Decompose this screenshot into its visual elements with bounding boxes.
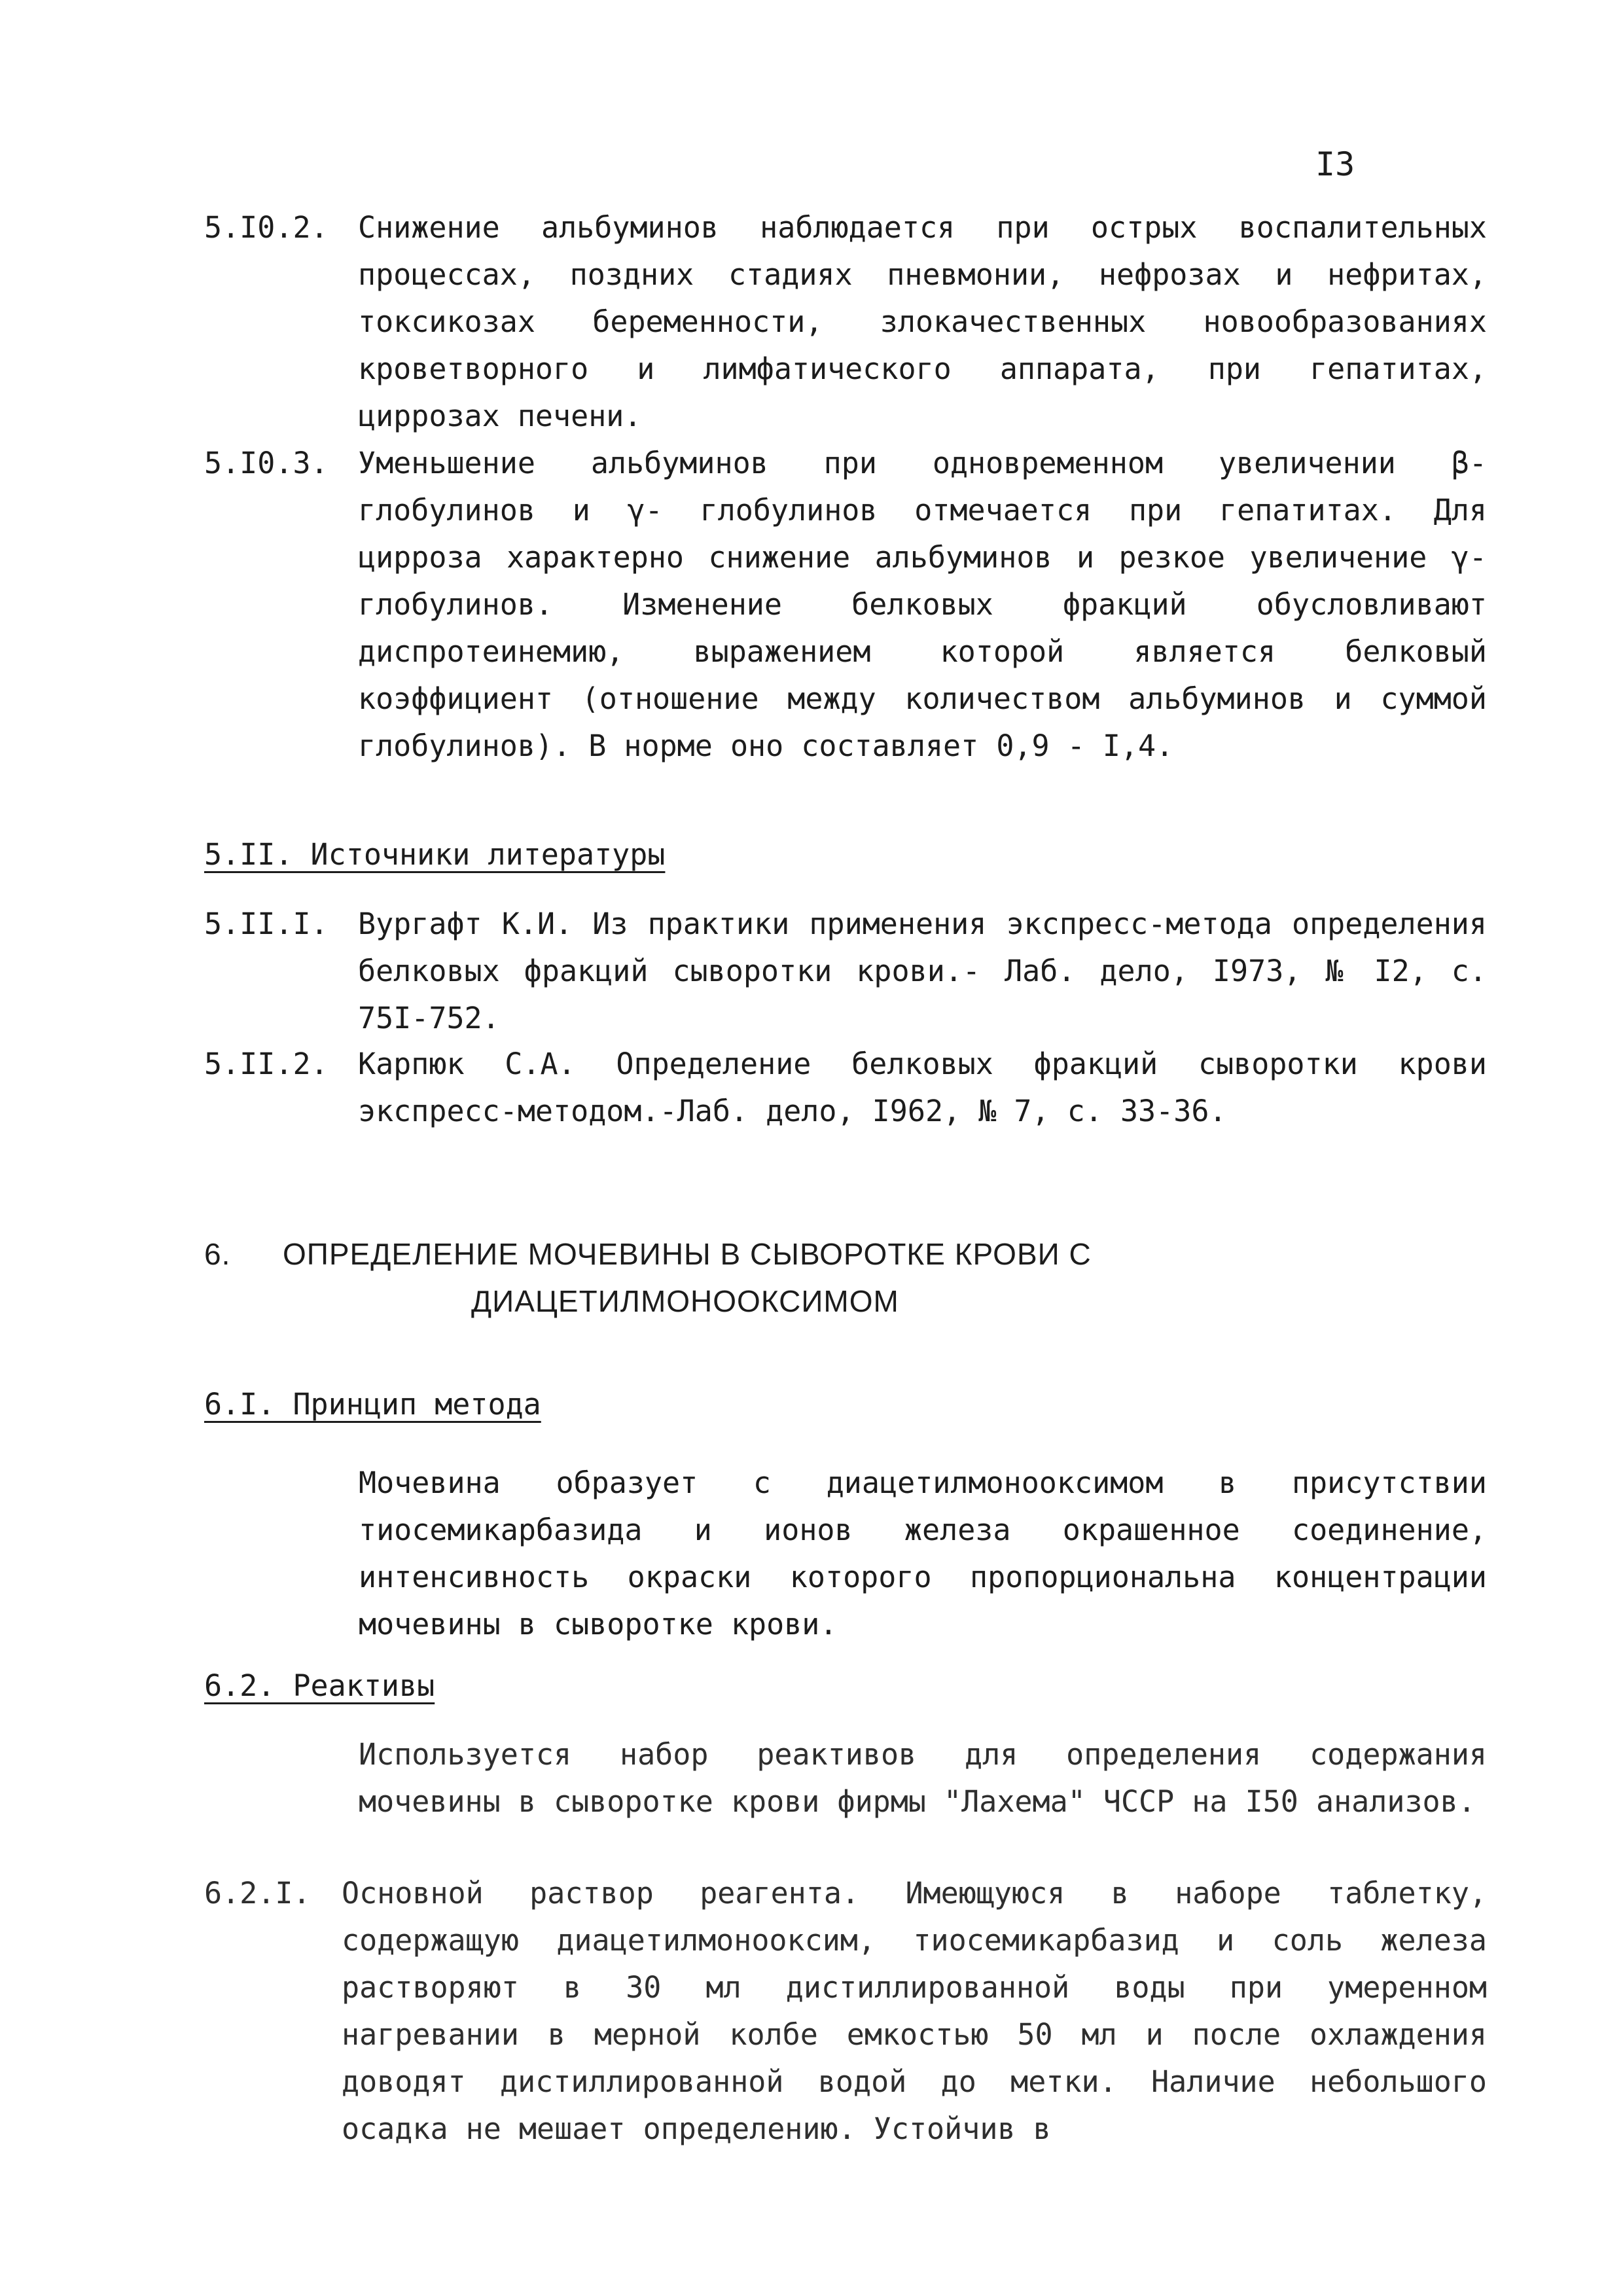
principle-heading-block <box>204 1381 1487 1428</box>
principle-heading: 6.I. Принцип метода <box>204 1387 541 1422</box>
list-item <box>204 1041 1487 1135</box>
page-number: I3 <box>1315 145 1355 183</box>
source-2 <box>204 1041 1487 1135</box>
list-item <box>204 440 1487 770</box>
source-number: 5.II.I. <box>204 906 329 941</box>
list-item <box>204 1870 1487 2153</box>
sources-heading-block <box>204 831 1487 878</box>
section-number: 6. <box>204 1237 231 1271</box>
source-text: Карпюк С.А. Определение белковых фракций сыворотки крови экспресс-методом.-Лаб. дело, I962, № 7, с. 33-36. <box>358 1047 1487 1128</box>
clause-number: 5.I0.2. <box>204 210 329 245</box>
source-number: 5.II.2. <box>204 1047 329 1081</box>
reagent-item-text: Основной раствор реагента. Имеющуюся в наборе таблетку, содержащую диацетилмонооксим, тиосемикарбазид и соль железа растворяют в 30 мл дистиллированной воды при умеренном нагревании в мерной колбе емкостью 50 мл и после охлаждения доводят дистиллированной водой до метки. Наличие небольшого осадка не мешает определению. Устойчив в <box>342 1876 1487 2146</box>
reagents-paragraph <box>359 1731 1487 1825</box>
principle-paragraph <box>359 1460 1487 1648</box>
clause-5-10-3 <box>204 440 1487 770</box>
source-1 <box>204 901 1487 1042</box>
reagents-text: Используется набор реактивов для определения содержания мочевины в сыворотке крови фирмы "Лахема" ЧССР на I50 анализов. <box>359 1737 1487 1819</box>
section-6-title <box>204 1230 1487 1325</box>
section-title-text: ОПРЕДЕЛЕНИЕ МОЧЕВИНЫ В СЫВОРОТКЕ КРОВИ С <box>283 1237 1092 1271</box>
list-item <box>204 204 1487 440</box>
reagents-heading: 6.2. Реактивы <box>204 1668 435 1703</box>
principle-text: Мочевина образует с диацетилмонооксимом в присутствии тиосемикарбазида и ионов железа окрашенное соединение, интенсивность окраски которого пропорциональна концентрации мочевины в сыворотке крови. <box>359 1465 1487 1641</box>
clause-text: Снижение альбуминов наблюдается при острых воспалительных процессах, поздних стадиях пневмонии, нефрозах и нефритах, токсикозах беременности, злокачественных новообразованиях кроветворного и лимфатического аппарата, при гепатитах, циррозах печени. <box>358 210 1487 433</box>
source-text: Вургафт К.И. Из практики применения экспресс-метода определения белковых фракций сыворотки крови.- Лаб. дело, I973, № I2, с. 75I-752. <box>358 906 1487 1035</box>
reagent-item-6-2-1 <box>204 1870 1487 2153</box>
clause-5-10-2 <box>204 204 1487 440</box>
reagent-item-number: 6.2.I. <box>204 1876 311 1910</box>
sources-heading: 5.II. Источники литературы <box>204 837 666 872</box>
section-title-line-2: ДИАЦЕТИЛМОНООКСИМОМ <box>471 1284 899 1318</box>
reagents-heading-block <box>204 1662 1487 1710</box>
clause-text: Уменьшение альбуминов при одновременном увеличении β- глобулинов и γ- глобулинов отмечается при гепатитах. Для цирроза характерно снижение альбуминов и резкое увеличение γ- глобулинов. Изменение белковых фракций обусловливают диспротеинемию, выражением которой является белковый коэффициент (отношение между количеством альбуминов и суммой глобулинов). В норме оно составляет 0,9 - I,4. <box>358 446 1487 763</box>
clause-number: 5.I0.3. <box>204 446 329 480</box>
section-title-line-1 <box>204 1230 1487 1278</box>
list-item <box>204 901 1487 1042</box>
